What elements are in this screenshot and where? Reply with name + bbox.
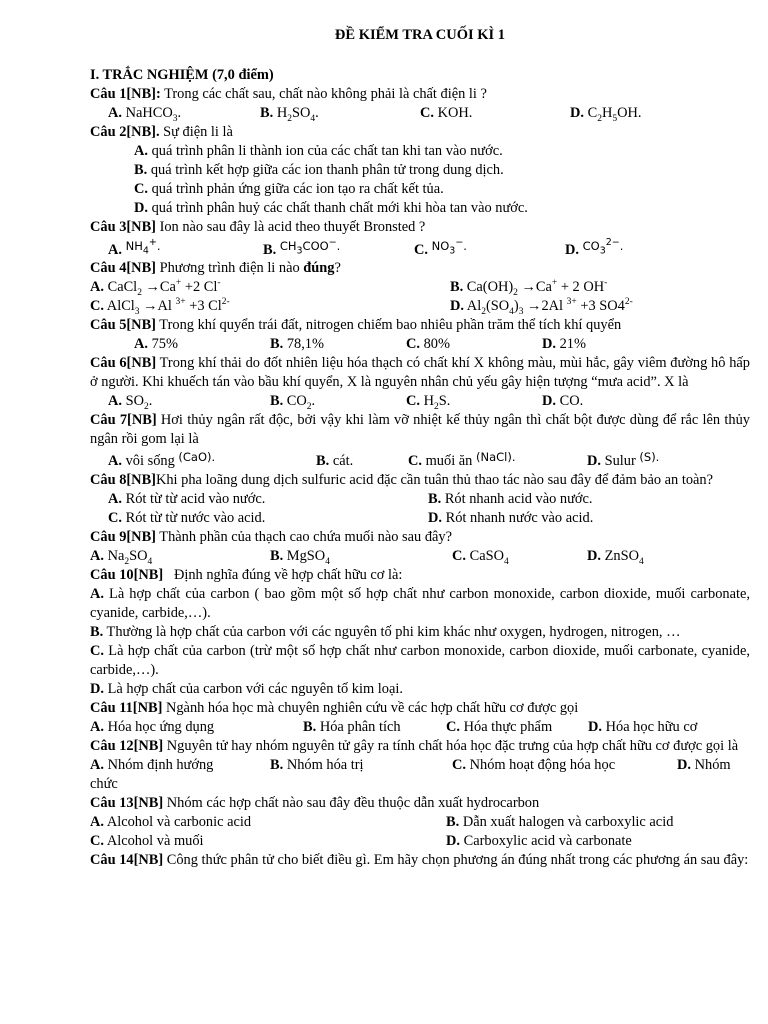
question-5: Câu 5[NB] Trong khí quyển trái đất, nitrogen chiếm bao nhiêu phần trăm thể tích khí quyển — [90, 317, 622, 333]
option-d: D. $C_2H_5OH$. — [570, 105, 642, 124]
option-d: D. Carboxylic acid và carbonate — [446, 833, 632, 849]
section-heading: I. TRẮC NGHIỆM (7,0 điểm) — [90, 67, 274, 83]
option-c: C. Là hợp chất của carbon (trừ một số hợp chất như carbon monoxide, carbon dioxide, muối carbonate, cyanide, carbide,…). — [90, 643, 750, 678]
question-1 — [90, 85, 750, 104]
option-a: A. CaCl$_2$ →Ca+ +2 Cl- — [90, 278, 221, 298]
question-13: Câu 13[NB] Nhóm các hợp chất nào sau đây đều thuộc dẫn xuất hydrocarbon — [90, 795, 540, 811]
option-b: B. 78,1% — [270, 336, 324, 352]
q13-options-ab — [90, 813, 750, 832]
option-d: D. $^{CO_3^{2-}.}$ — [565, 237, 624, 258]
option-c: C. KOH. — [420, 105, 473, 121]
option-b: B. quá trình kết hợp giữa các ion thanh phân tử trong dung dịch. — [134, 162, 504, 178]
option-d: D. ZnSO$_4$ — [587, 548, 644, 567]
option-a: A. Rót từ từ acid vào nước. — [108, 491, 266, 507]
option-d: D. Nhóm — [677, 757, 731, 773]
q1-options — [90, 104, 750, 123]
question-4: Câu 4[NB] Phương trình điện li nào đúng? — [90, 260, 341, 276]
option-d: D. CO. — [542, 393, 584, 409]
option-a: A. Nhóm định hướng — [90, 757, 214, 773]
option-c: C. muối ăn $^{(NaCl).}$ — [408, 450, 516, 469]
option-c: C. AlCl$_3$ →Al $^{3+}$ +3 $Cl^{2-}$ — [90, 297, 230, 317]
q8-options-ab — [90, 490, 750, 509]
option-c: C. CaSO$_4$ — [452, 548, 509, 567]
question-10: Câu 10[NB] Định nghĩa đúng về hợp chất hữu cơ là: — [90, 567, 403, 583]
question-12: Câu 12[NB] Nguyên tử hay nhóm nguyên tử gây ra tính chất hóa học đặc trưng của hợp chất hữu cơ được gọi là — [90, 738, 739, 754]
option-a: A. $Na_2SO_4$ — [90, 548, 153, 567]
option-d: D. Rót nhanh nước vào acid. — [428, 510, 594, 526]
option-a: A. quá trình phân li thành ion của các chất tan khi tan vào nước. — [134, 143, 503, 159]
question-3: Câu 3[NB] Ion nào sau đây là acid theo thuyết Bronsted ? — [90, 219, 426, 235]
option-a: A. NaHCO$_3$. — [108, 105, 182, 124]
option-d: D. $Al_2(SO_4)_3 \to 2Al$ $^{3+}$ +3 $SO4^{2-}$ — [450, 297, 633, 317]
option-c: C. Alcohol và muối — [90, 833, 204, 849]
option-b: B. Nhóm hóa trị — [270, 757, 364, 773]
option-a: A. vôi sống $^{(CaO).}$ — [108, 450, 216, 469]
option-b: B. Rót nhanh acid vào nước. — [428, 491, 593, 507]
option-a: A. $^{NH_4^+.}$ — [108, 237, 161, 258]
q8-options-cd — [90, 509, 750, 528]
option-b: B. Hóa phân tích — [303, 719, 401, 735]
option-b: B. cát. — [316, 453, 354, 469]
q13-options-cd — [90, 832, 750, 851]
option-d: D. Là hợp chất của carbon với các nguyên tố kim loại. — [90, 681, 403, 697]
option-d: D. Sulur $^{(S).}$ — [587, 450, 660, 469]
q7-options — [90, 449, 750, 471]
option-a: A. Alcohol và carbonic acid — [90, 814, 252, 830]
option-a: A. Là hợp chất của carbon ( bao gồm một số hợp chất như carbon monoxide, carbon dioxide, muối carbonate, cyanide, carbide,…). — [90, 586, 750, 621]
question-9: Câu 9[NB] Thành phần của thạch cao chứa muối nào sau đây? — [90, 529, 453, 545]
question-11: Câu 11[NB] Ngành hóa học mà chuyên nghiên cứu về các hợp chất hữu cơ được gọi — [90, 700, 579, 716]
q9-options — [90, 547, 750, 566]
option-b: B. $H_2SO_4$. — [260, 105, 319, 124]
question-8: Câu 8[NB]Khi pha loãng dung dịch sulfuric acid đặc cần tuân thủ thao tác nào sau đây để đảm bảo an toàn? — [90, 472, 714, 488]
option-c: C. $H_2S$. — [406, 393, 451, 412]
option-b: B. $CO_2$. — [270, 393, 316, 412]
option-d: D. 21% — [542, 336, 586, 352]
option-b: B. $^{CH_3COO^-.}$ — [263, 237, 341, 258]
question-6: Câu 6[NB] Trong khí thải do đốt nhiên liệu hóa thạch có chất khí X không màu, mùi hắc, gây viêm đường hô hấp ở người. Khi khuếch tán vào bầu khí quyển, X là nguyên nhân chủ yếu gây hiện tượng “mưa acid”. X là — [90, 355, 750, 390]
option-b: B. Thường là hợp chất của carbon với các nguyên tố phi kim khác như oxygen, hydrogen, nitrogen, … — [90, 624, 681, 640]
option-c: C. Hóa thực phẩm — [446, 719, 553, 735]
option-c: C. $^{NO_3^-.}$ — [414, 237, 467, 258]
q3-options — [90, 237, 750, 259]
q12-option-d-cont: chức — [90, 776, 118, 792]
option-a: A. Hóa học ứng dụng — [90, 719, 215, 735]
q5-options — [90, 335, 750, 354]
q4-options-cd — [90, 297, 750, 316]
question-7: Câu 7[NB] Hơi thủy ngân rất độc, bởi vậy khi làm vỡ nhiệt kế thủy ngân thì chất bột được dùng để rắc lên thủy ngân rồi gom lại là — [90, 412, 750, 447]
option-c: C. Rót từ từ nước vào acid. — [108, 510, 266, 526]
question-text: Trong các chất sau, chất nào không phải là chất điện li ? — [160, 86, 487, 102]
option-d: D. Hóa học hữu cơ — [588, 719, 698, 735]
exam-title: ĐỀ KIỂM TRA CUỐI KÌ 1 — [334, 27, 506, 43]
question-14: Câu 14[NB] Công thức phân tử cho biết điều gì. Em hãy chọn phương án đúng nhất trong các phương án sau đây: — [90, 852, 749, 868]
q12-options — [90, 756, 750, 775]
option-a: A. $SO_2$. — [108, 393, 153, 412]
option-c: C. Nhóm hoạt động hóa học — [452, 757, 616, 773]
option-b: B. $Ca(OH)_2 \to Ca^+ + 2$ OH- — [450, 278, 608, 298]
q4-options-ab — [90, 278, 750, 297]
option-c: C. 80% — [406, 336, 450, 352]
option-b: B. MgSO$_4$ — [270, 548, 330, 567]
option-c: C. quá trình phản ứng giữa các ion tạo ra chất kết tủa. — [134, 181, 444, 197]
option-a: A. 75% — [134, 336, 178, 352]
q6-options — [90, 392, 750, 411]
question-2: Câu 2[NB]. Sự điện li là — [90, 124, 233, 140]
exam-page — [90, 26, 750, 870]
option-d: D. quá trình phân huỷ các chất thanh chất mới khi hòa tan vào nước. — [134, 200, 528, 216]
q11-options — [90, 718, 750, 737]
option-b: B. Dẫn xuất halogen và carboxylic acid — [446, 814, 674, 830]
question-label: Câu 1[NB]: — [90, 86, 161, 102]
